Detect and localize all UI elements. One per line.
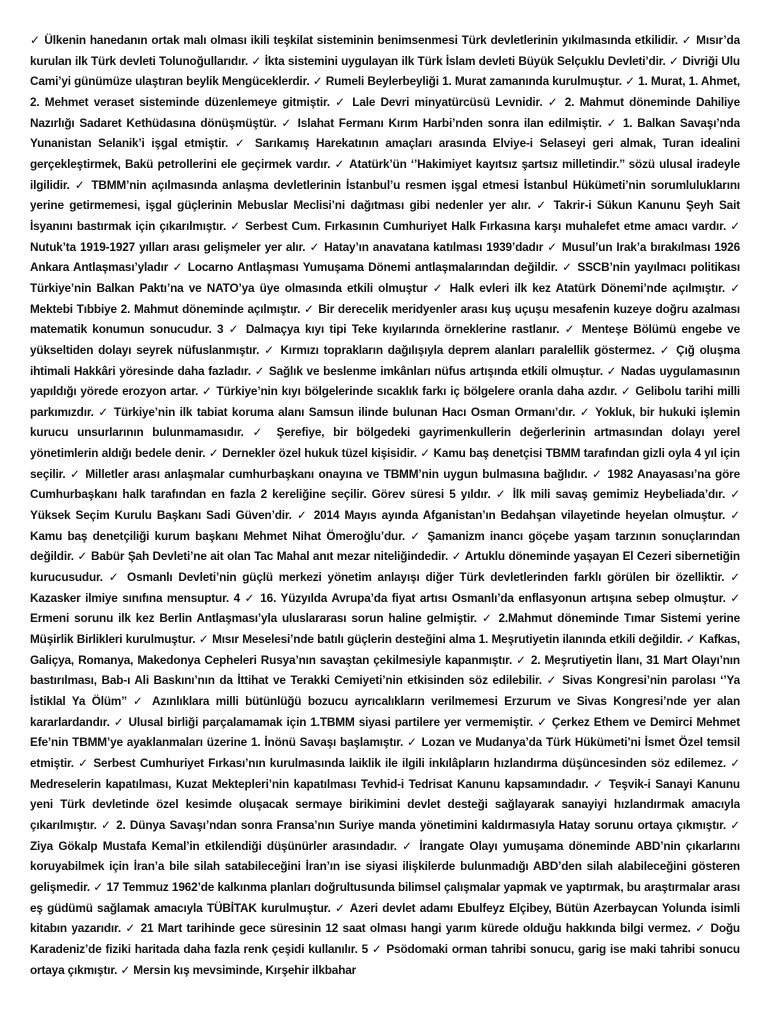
document-page [30,30,740,1000]
document-body-text: ✓ Ülkenin hanedanın ortak malı olması ikili teşkilat sisteminin benimsenmesi Türk devletlerinin yıkılmasında etkilidir. ✓ Mısır’da kurulan ilk Türk devleti Tolunoğullarıdır. ✓ İkta sistemini uygulayan ilk Türk İslam devleti Büyük Selçuklu Devleti’dir. ✓ Divriği Ulu Cami’yi günümüze ulaştıran beylik Mengüceklerdir. ✓ Rumeli Beylerbeyliği 1. Murat zamanında kurulmuştur. ✓ 1. Murat, 1. Ahmet, 2. Mehmet veraset sisteminde düzenlemeye gitmiştir. ✓ Lale Devri minyatürcüsü Levnidir. ✓ 2. Mahmut döneminde Dahiliye Nazırlığı Sadaret Kethüdasına dönüşmüştür. ✓ Islahat Fermanı Kırım Harbi’nden sonra ilan edilmiştir. ✓ 1. Balkan Savaşı’nda Yunanistan Selanik’i işgal etmiştir. ✓ Sarıkamış Harekatının amaçları arasında Elviye-i Selaseyi geri almak, Turan idealini gerçekleştirmek, Bakü petrollerini ele geçirmek vardır. ✓ Atatürk’ün ‘’Hakimiyet kayıtsız şartsız milletindir.’’ sözü ulusal iradeyle ilgilidir. ✓ TBMM’nin açılmasında anlaşma devletlerinin İstanbul’u resmen işgal etmesi İstanbul Hükümeti’nin sorumluluklarını yerine getirmemesi, işgal güçlerinin Mebuslar Meclisi’ni dağıtması gibi nedenler yer alır. ✓ Takrir-i Sükun Kanunu Şeyh Sait İsyanını bastırmak için çıkarılmıştır. ✓ Serbest Cum. Fırkasının Cumhuriyet Halk Fırkasına karşı muhalefet etme amacı vardır. ✓ Nutuk’ta 1919-1927 yılları arası gelişmeler yer alır. ✓ Hatay’ın anavatana katılması 1939’dadır ✓ Musul’un Irak’a bırakılması 1926 Ankara Antlaşması’yladır ✓ Locarno Antlaşması Yumuşama Dönemi antlaşmalarından değildir. ✓ SSCB’nin yayılmacı politikası Türkiye’nin Balkan Paktı’na ve NATO’ya üye olmasında etkili olmuştur ✓ Halk evleri ilk kez Atatürk Dönemi’nde açılmıştır. ✓ Mektebi Tıbbiye 2. Mahmut döneminde açılmıştır. ✓ Bir derecelik meridyenler arası kuş uçuşu mesafenin kuzeye doğru azalması matematik konumun sonucudur. 3 ✓ Dalmaçya kıyı tipi Teke kıyılarında örneklerine rastlanır. ✓ Menteşe Bölümü engebe ve yükseltiden dolayı seyrek nüfuslanmıştır. ✓ Kırmızı toprakların dağılışıyla deprem alanları paralellik göstermez. ✓ Çığ oluşma ihtimali Hakkâri yöresinde daha fazladır. ✓ Sağlık ve beslenme imkânları nüfus artışında etkili olmuştur. ✓ Nadas uygulamasının yapıldığı yörede erozyon artar. ✓ Türkiye’nin kıyı bölgelerinde sıcaklık farkı iç bölgelere oranla daha azdır. ✓ Gelibolu tarihi milli parkımızdır. ✓ Türkiye’nin ilk tabiat koruma alanı Samsun ilinde bulunan Hacı Osman Ormanı’dır. ✓ Yokluk, bir hukuki işlemin kurucu unsurlarının bulunmamasıdır. ✓ Şerefiye, bir bölgedeki gayrimenkullerin değerlerinin artmasından dolayı yerel yönetimlerin aldığı bedele denir. ✓ Dernekler özel hukuk tüzel kişisidir. ✓ Kamu baş denetçisi TBMM tarafından gizli oyla 4 yıl için seçilir. ✓ Milletler arası anlaşmalar cumhurbaşkanı onayına ve TBMM’nin uygun bulmasına bağlıdır. ✓ 1982 Anayasası’na göre Cumhurbaşkanı halk tarafından en fazla 2 kereliğine seçilir. Görev süresi 5 yıldır. ✓ İlk mili savaş gemimiz Heybeliada’dır. ✓ Yüksek Seçim Kurulu Başkanı Sadi Güven’dir. ✓ 2014 Mayıs ayında Afganistan’ın Bedahşan vilayetinde heyelan olmuştur. ✓ Kamu baş denetçiliği kurum başkanı Mehmet Nihat Ömeroğlu’dur. ✓ Şamanizm inancı göçebe yaşam tarzının sonuçlarından değildir. ✓ Babür Şah Devleti’ne ait olan Tac Mahal anıt mezar niteliğindedir. ✓ Artuklu döneminde yaşayan El Cezeri sibernetiğin kurucusudur. ✓ Osmanlı Devleti’nin güçlü merkezi yönetim anlayışı diğer Türk devletlerinden farklı görülen bir özelliktir. ✓ Kazasker ilmiye sınıfına mensuptur. 4 ✓ 16. Yüzyılda Avrupa’da fiyat artısı Osmanlı’da enflasyonun artışına sebep olmuştur. ✓ Ermeni sorunu ilk kez Berlin Antlaşması’yla uluslararası sorun haline gelmiştir. ✓ 2.Mahmut döneminde Tımar Sistemi yerine Müşirlik Birlikleri kurulmuştur. ✓ Mısır Meselesi’nde batılı güçlerin desteğini alma 1. Meşrutiyetin ilanında etkili değildir. ✓ Kafkas, Galiçya, Romanya, Makedonya Cepheleri Rusya’nın savaştan çekilmesiyle kapanmıştır. ✓ 2. Meşrutiyetin İlanı, 31 Mart Olayı’nın bastırılması, Bab-ı Ali Baskını’nın da İttihat ve Terakki Cemiyeti’nin etkisinden söz edilebilir. ✓ Sivas Kongresi’nin parolası ‘’Ya İstiklal Ya Ölüm’’ ✓ Azınlıklara milli bütünlüğü bozucu ayrıcalıkların verilmemesi Erzurum ve Sivas Kongresi’nde yer alan kararlardandır. ✓ Ulusal birliği parçalamamak için 1.TBMM siyasi partilere yer vermemiştir. ✓ Çerkez Ethem ve Demirci Mehmet Efe’nin TBMM’ye ayaklanmaları üzerine 1. İnönü Savaşı başlamıştır. ✓ Lozan ve Mudanya’da Türk Hükümeti’ni İsmet Özel temsil etmiştir. ✓ Serbest Cumhuriyet Fırkası’nın kurulmasında laiklik ile ilgili inkılâpların hızlandırma düşüncesinden söz edilemez. ✓ Medreselerin kapatılması, Kuzat Mektepleri’nin kapatılması Tevhid-i Tedrisat Kanunu kapsamındadır. ✓ Teşvik-i Sanayi Kanunu yeni Türk devletinde özel kesimde oluşacak sermaye birikimini devlet desteği sağlayarak sanayiyi hızlandırmak amacıyla çıkarılmıştır. ✓ 2. Dünya Savaşı’ndan sonra Fransa’nın Suriye manda yönetimini kaldırmasıyla Hatay sorunu ortaya çıkmıştır. ✓ Ziya Gökalp Mustafa Kemal’in etkilendiği düşünürler arasındadır. ✓ İrangate Olayı yumuşama döneminde ABD’nin çıkarlarını koruyabilmek için İran’a bile silah satabileceğini İran’ın ise siyasi ilişkilerde bulunmadığı ABD’den silah alabileceğini gösteren gelişmedir. ✓ 17 Temmuz 1962’de kalkınma planları doğrultusunda bilimsel çalışmalar yapmak ve yaptırmak, bu araştırmalar arası eş güdümü sağlamak amacıyla TÜBİTAK kurulmuştur. ✓ Azeri devlet adamı Ebulfeyz Elçibey, Bütün Azerbaycan Yolunda isimli kitabın yazarıdır. ✓ 21 Mart tarihinde gece süresinin 12 saat olması hangi yarım kürede olduğu hakkında bilgi vermez. ✓ Doğu Karadeniz’de fiziki haritada daha fazla renk çeşidi kullanılır. 5 ✓ Psödomaki orman tahribi sonucu, garig ise maki tahribi sonucu ortaya çıkmıştır. ✓ Mersin kış mevsiminde, Kırşehir ilkbahar [30,33,740,977]
